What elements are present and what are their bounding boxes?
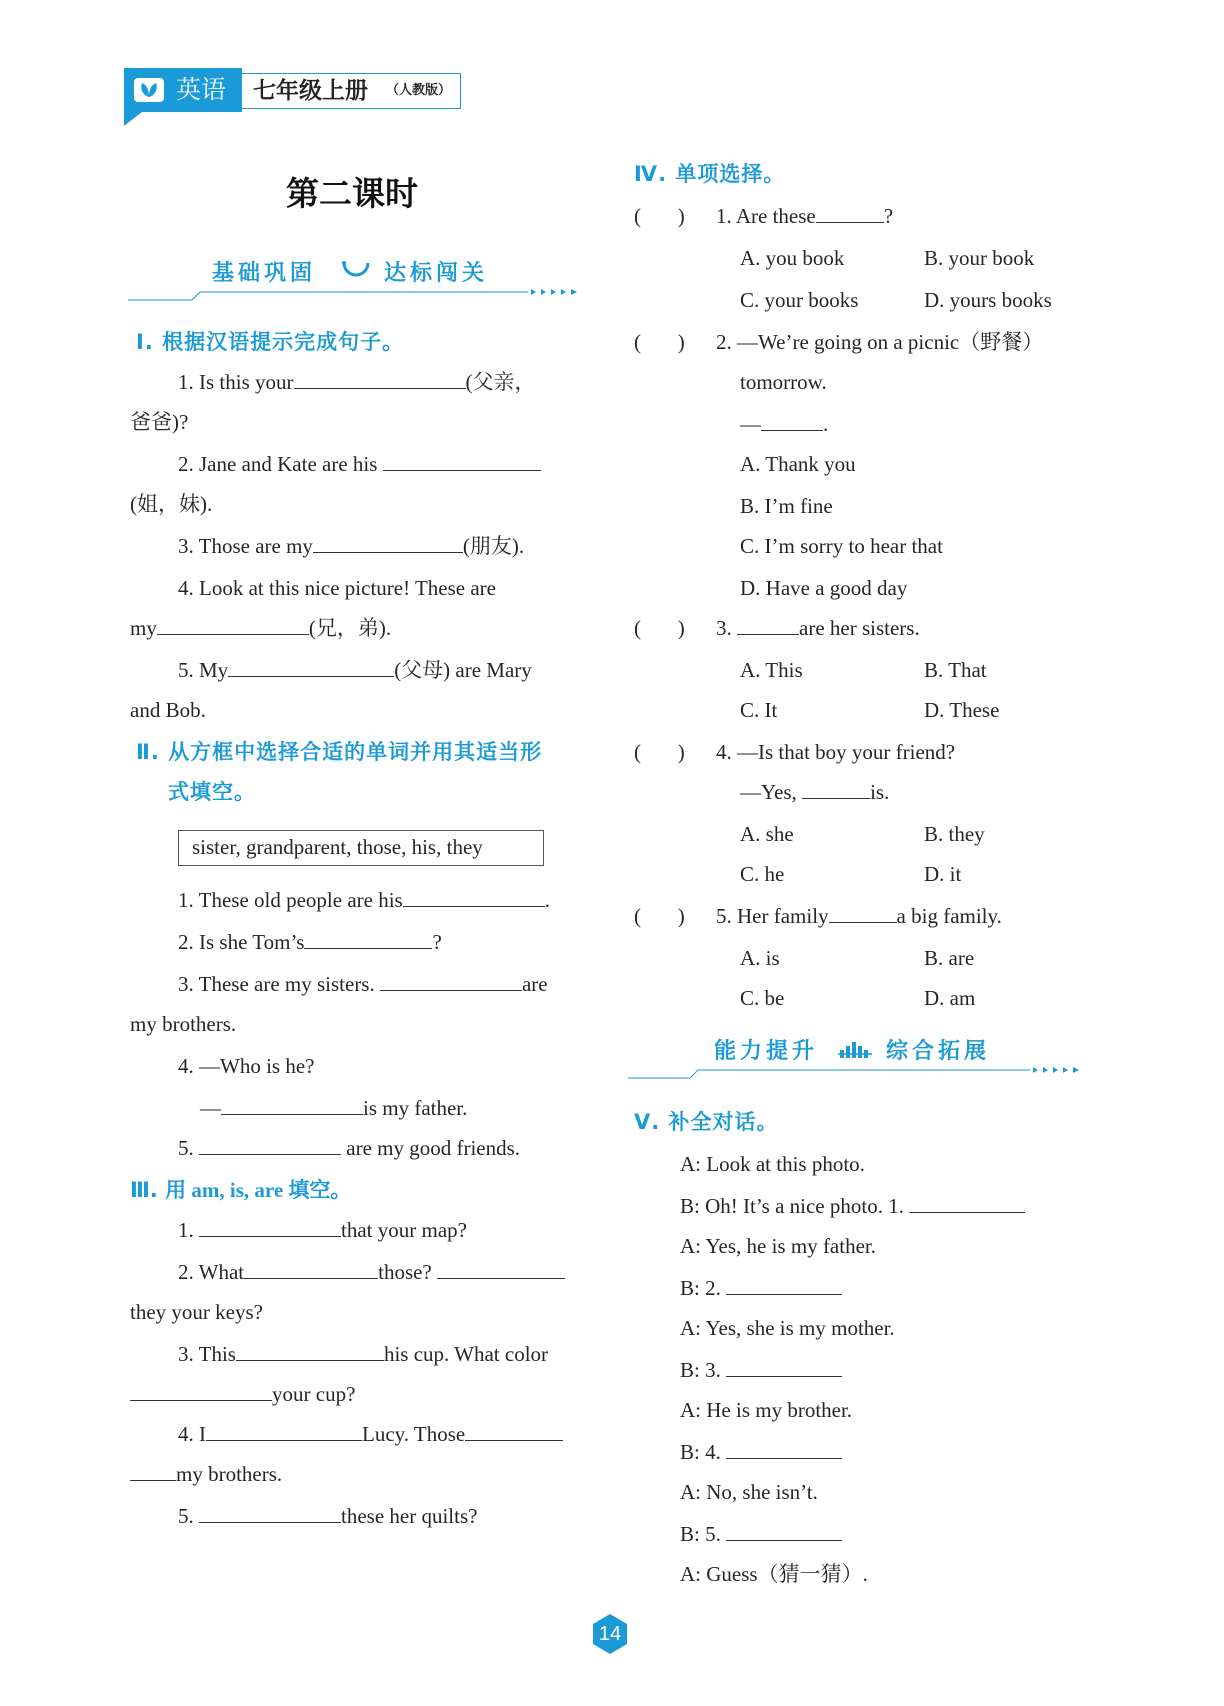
banner-advanced — [628, 1032, 1094, 1082]
s3-q3-text3: your cup? — [272, 1382, 356, 1406]
answer-paren[interactable]: ( ) — [634, 740, 685, 764]
s2-q3-verb: are — [521, 972, 548, 996]
dialog-line-5: A: Yes, she is my mother. — [680, 1316, 895, 1340]
s3-q4-line — [178, 1420, 563, 1448]
s2-q3-text: 3. These are my sisters. — [178, 972, 375, 996]
answer-blank[interactable] — [726, 1438, 842, 1459]
s4-q4-answer-line — [740, 778, 889, 806]
s1-q4-text: my — [130, 616, 157, 640]
s2-q2-text: 2. Is she Tom’s — [178, 930, 305, 954]
s4-q4-option-a[interactable]: A. she — [740, 822, 794, 846]
s4-q2-option-a[interactable]: A. Thank you — [740, 452, 856, 476]
dash: — — [740, 412, 761, 436]
s4-q3-option-c[interactable]: C. It — [740, 698, 778, 722]
s1-q4-cont — [130, 614, 391, 642]
s3-q2-text2: those? — [378, 1260, 432, 1284]
dialog-line-2 — [680, 1192, 1025, 1220]
word-box-text: sister, grandparent, those, his, they — [192, 835, 483, 859]
s2-q3-line — [178, 970, 548, 998]
s3-q1-num: 1. — [178, 1218, 194, 1242]
s3-q2-text: 2. What — [178, 1260, 245, 1284]
answer-blank[interactable] — [199, 1134, 341, 1155]
s4-q1-option-c[interactable]: C. your books — [740, 288, 859, 312]
s4-q4-stem: 4. —Is that boy your friend? — [716, 740, 956, 764]
s1-q5-text: 5. My — [178, 658, 229, 682]
s4-q5-text: 5. Her family — [716, 904, 829, 928]
answer-paren[interactable]: ( ) — [634, 330, 685, 354]
s1-q3-text: 3. Those are my — [178, 534, 313, 558]
header-book: 七年级上册 — [253, 77, 368, 104]
header-subject: 英语 — [176, 75, 227, 104]
s2-q5-num: 5. — [178, 1136, 194, 1160]
dialog-line-6 — [680, 1356, 842, 1384]
s1-q3-hint: (朋友). — [462, 534, 525, 558]
dialog-line-9: A: No, she isn’t. — [680, 1480, 818, 1504]
s2-q2-line — [178, 928, 442, 956]
banner-right-label: 综合拓展 — [886, 1039, 991, 1064]
s4-q1-text: 1. Are these — [716, 204, 816, 228]
section-1-title: Ⅰ. 根据汉语提示完成句子。 — [136, 330, 405, 354]
answer-blank[interactable] — [199, 1502, 341, 1523]
s4-q3-option-d[interactable]: D. These — [924, 698, 1000, 722]
dialog-line-3: A: Yes, he is my father. — [680, 1234, 876, 1258]
answer-blank[interactable] — [726, 1356, 842, 1377]
s4-q5-option-c[interactable]: C. be — [740, 986, 785, 1010]
answer-blank[interactable] — [199, 1216, 341, 1237]
answer-blank[interactable] — [130, 1380, 272, 1401]
answer-blank[interactable] — [403, 886, 545, 907]
leaf-book-icon — [134, 78, 164, 102]
s4-q2-stem-cont: tomorrow. — [740, 370, 827, 394]
answer-blank[interactable] — [244, 1258, 378, 1279]
answer-blank[interactable] — [465, 1420, 563, 1441]
s2-q5-line — [178, 1134, 520, 1162]
s3-q1-line — [178, 1216, 467, 1244]
s3-q4-cont — [130, 1460, 282, 1488]
s4-q3-text: are her sisters. — [799, 616, 920, 640]
answer-blank[interactable] — [221, 1094, 363, 1115]
s1-q2-text: 2. Jane and Kate are his — [178, 452, 378, 476]
s4-q4-option-c[interactable]: C. he — [740, 862, 785, 886]
answer-paren[interactable]: ( ) — [634, 904, 685, 928]
s4-q3-option-a[interactable]: A. This — [740, 658, 803, 682]
answer-blank[interactable] — [816, 202, 884, 223]
section-3-title — [130, 1176, 351, 1204]
dialog-line-8 — [680, 1438, 842, 1466]
answer-blank[interactable] — [380, 970, 522, 991]
answer-blank[interactable] — [294, 368, 466, 389]
s3-q3-text2: his cup. What color — [383, 1342, 549, 1366]
s3-q3-cont — [130, 1380, 355, 1408]
s4-q1-option-a[interactable]: A. you book — [740, 246, 845, 270]
section-3-title-prefix: Ⅲ. 用 — [130, 1178, 187, 1202]
banner-underline — [128, 284, 592, 304]
dialog-text: B: 4. — [680, 1440, 721, 1464]
s4-q5-option-b[interactable]: B. are — [924, 946, 975, 970]
answer-blank[interactable] — [313, 532, 463, 553]
s4-q5-stem — [716, 902, 1002, 930]
s2-q4-line: 4. —Who is he? — [178, 1054, 315, 1078]
period: . — [823, 412, 829, 436]
level-bars-icon — [838, 1038, 874, 1060]
banner-underline — [628, 1062, 1094, 1082]
s4-q4-is: is. — [870, 780, 890, 804]
s1-q1-line — [178, 368, 536, 396]
dialog-text: B: 2. — [680, 1276, 721, 1300]
s4-q1-option-b[interactable]: B. your book — [924, 246, 1035, 270]
banner-left-label: 能力提升 — [714, 1039, 819, 1064]
section-2-title-cont: 式填空。 — [168, 780, 256, 804]
s1-q1-cont: 爸爸)? — [130, 410, 189, 434]
dialog-line-11: A: Guess（猜一猜）. — [680, 1562, 868, 1586]
s1-q3-line — [178, 532, 524, 560]
banner-left-label: 基础巩固 — [212, 261, 317, 286]
section-2-title: Ⅱ. 从方框中选择合适的单词并用其适当形 — [136, 740, 543, 764]
s2-q1-line — [178, 886, 550, 914]
s4-q4-yes: —Yes, — [740, 780, 797, 804]
s1-q5-hint: (父母) are Mary — [394, 658, 532, 682]
s4-q2-answer-line — [740, 410, 828, 438]
smile-arc-icon — [340, 260, 372, 282]
answer-blank[interactable] — [437, 1258, 565, 1279]
s2-q3-cont: my brothers. — [130, 1012, 237, 1036]
s3-q4-text2: Lucy. Those — [362, 1422, 466, 1446]
s4-q3-num: 3. — [716, 616, 732, 640]
answer-blank[interactable] — [304, 928, 432, 949]
s4-q5-end: a big family. — [896, 904, 1002, 928]
answer-blank[interactable] — [802, 778, 870, 799]
header-edition: （人教版） — [386, 83, 452, 98]
page-title: 第二课时 — [286, 174, 418, 213]
s2-q1-end: . — [544, 888, 550, 912]
s3-q1-text: that your map? — [341, 1218, 467, 1242]
s2-q4-text: is my father. — [363, 1096, 468, 1120]
section-3-title-words: am, is, are — [191, 1178, 284, 1202]
dialog-line-4 — [680, 1274, 842, 1302]
s4-q2-option-c[interactable]: C. I’m sorry to hear that — [740, 534, 943, 558]
dash: — — [200, 1096, 221, 1120]
dialog-line-1: A: Look at this photo. — [680, 1152, 865, 1176]
s1-q2-hint: (姐，妹). — [130, 492, 213, 516]
s1-q2-line — [178, 450, 541, 478]
answer-blank[interactable] — [909, 1192, 1025, 1213]
s4-q2-option-d[interactable]: D. Have a good day — [740, 576, 908, 600]
s2-q5-text: are my good friends. — [346, 1136, 521, 1160]
s4-q3-option-b[interactable]: B. That — [924, 658, 987, 682]
s4-q2-option-b[interactable]: B. I’m fine — [740, 494, 833, 518]
header — [124, 62, 464, 122]
answer-blank[interactable] — [737, 614, 799, 635]
banner-basic — [128, 254, 592, 304]
answer-paren[interactable]: ( ) — [634, 204, 685, 228]
s4-q5-option-a[interactable]: A. is — [740, 946, 780, 970]
s2-q1-text: 1. These old people are his — [178, 888, 403, 912]
s3-q4-text: 4. I — [178, 1422, 206, 1446]
s2-q2-end: ? — [432, 930, 442, 954]
s4-q5-option-d[interactable]: D. am — [924, 986, 976, 1010]
s4-q3-stem — [716, 614, 920, 642]
section-4-title: Ⅳ. 单项选择。 — [634, 162, 786, 186]
s1-q1-hint: (父亲， — [465, 370, 536, 394]
page-number: 14 — [598, 1623, 622, 1645]
s4-q4-option-d[interactable]: D. it — [924, 862, 962, 886]
answer-blank[interactable] — [228, 656, 394, 677]
s3-q2-cont: they your keys? — [130, 1300, 263, 1324]
answer-blank[interactable] — [236, 1340, 384, 1361]
dialog-line-7: A: He is my brother. — [680, 1398, 853, 1422]
s3-q4-text3: my brothers. — [176, 1462, 283, 1486]
s1-q5-cont: and Bob. — [130, 698, 206, 722]
s1-q5-line — [178, 656, 532, 684]
answer-blank[interactable] — [206, 1420, 362, 1441]
answer-paren[interactable]: ( ) — [634, 616, 685, 640]
dialog-line-10 — [680, 1520, 842, 1548]
dialog-text: B: Oh! It’s a nice photo. 1. — [680, 1194, 904, 1218]
s3-q5-num: 5. — [178, 1504, 194, 1528]
dialog-text: B: 3. — [680, 1358, 721, 1382]
answer-blank[interactable] — [157, 614, 309, 635]
s3-q5-text: these her quilts? — [341, 1504, 478, 1528]
answer-blank[interactable] — [130, 1460, 176, 1481]
s4-q1-stem — [716, 202, 893, 230]
s1-q4-line: 4. Look at this nice picture! These are — [178, 576, 496, 600]
s2-q4-answer — [200, 1094, 467, 1122]
section-3-title-suffix: 填空。 — [288, 1178, 352, 1202]
s3-q5-line — [178, 1502, 477, 1530]
s4-q2-stem: 2. —We’re going on a picnic（野餐） — [716, 330, 1044, 354]
s1-q1-text: 1. Is this your — [178, 370, 294, 394]
s3-q2-line — [178, 1258, 565, 1286]
answer-blank[interactable] — [726, 1274, 842, 1295]
dialog-text: B: 5. — [680, 1522, 721, 1546]
answer-blank[interactable] — [829, 902, 897, 923]
banner-right-label: 达标闯关 — [384, 261, 489, 286]
s4-q1-option-d[interactable]: D. yours books — [924, 288, 1052, 312]
answer-blank[interactable] — [383, 450, 541, 471]
s3-q3-line — [178, 1340, 548, 1368]
header-tab-tail — [124, 112, 142, 126]
answer-blank[interactable] — [726, 1520, 842, 1541]
answer-blank[interactable] — [761, 410, 823, 431]
page-number-badge — [590, 1612, 630, 1656]
s4-q1-end: ? — [883, 204, 894, 228]
s3-q3-text: 3. This — [178, 1342, 236, 1366]
section-5-title: Ⅴ. 补全对话。 — [634, 1110, 779, 1134]
s1-q4-hint: (兄，弟). — [308, 616, 392, 640]
s4-q4-option-b[interactable]: B. they — [924, 822, 985, 846]
